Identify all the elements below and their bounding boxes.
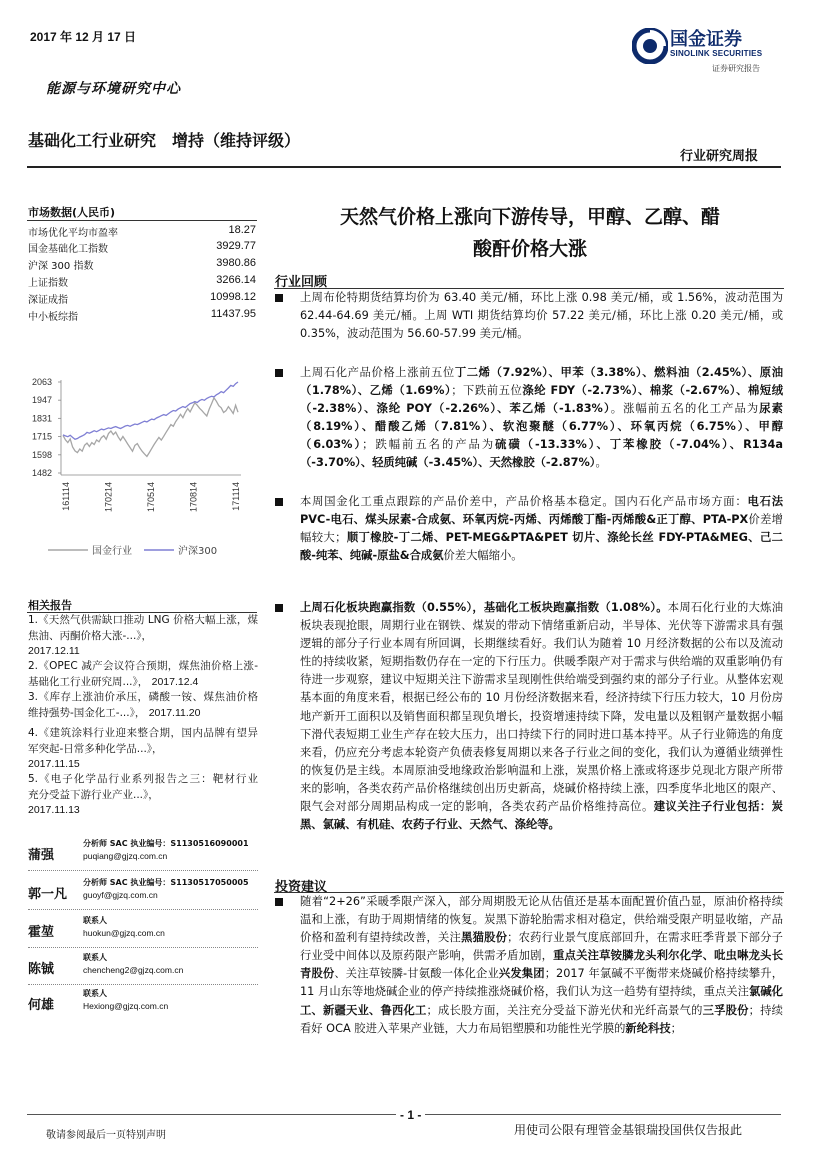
market-value: 11437.95 [210, 308, 256, 320]
market-row [28, 240, 256, 256]
market-label: 市场优化平均市盈率 [28, 228, 118, 239]
bullet-text: 上周布伦特期货结算均价为 63.40 美元/桶，环比上涨 0.98 美元/桶，或 1.56%，波动范围为 62.44-64.69 美元/桶。上周 WTI 期货结算均价 57.22 美元/桶，环比上涨 0.20 美元/桶，或 0.35%，波动范围为 56.60-57.99 美元/桶。 [300, 291, 783, 341]
review-bullet-prices [275, 364, 783, 494]
market-value: 18.27 [228, 224, 256, 236]
market-value: 3980.86 [216, 257, 256, 269]
related-reports-title: 相关报告 [28, 599, 72, 612]
text-run-bold: 氯碱化工、新疆天业、鲁西化工 [300, 985, 783, 1017]
market-label: 沪深 300 指数 [28, 261, 94, 272]
analyst-card [28, 988, 258, 1032]
y-tick-label: 1947 [31, 395, 52, 406]
related-report-date: 2017.11.13 [28, 804, 80, 816]
related-report-text: 3.《库存上涨油价承压，磷酸一铵、煤焦油价格维持强势-国金化工-...》， [28, 691, 258, 719]
market-row [28, 257, 256, 273]
bullet-marker-icon [275, 898, 283, 906]
text-run-bold: 丁二烯（7.92%）、甲苯（3.38%）、燃料油（2.45%）、原油（1.78%）、乙烯（1.69%） [300, 366, 783, 398]
review-bullet-spreads [275, 493, 783, 587]
related-report-date: 2017.11.15 [28, 758, 80, 770]
text-run-bold: 上周石化板块跑赢指数（0.55%），基础化工板块跑赢指数（1.08%）。 [300, 601, 668, 614]
analyst-role: 分析师 SAC 执业编号：S1130516090001 [83, 839, 249, 848]
analyst-email[interactable]: Hexiong@gjzq.com.cn [83, 1001, 169, 1011]
market-row [28, 274, 256, 290]
text-run: 。涨幅前五名的化工产品为 [610, 402, 760, 416]
market-data-divider [27, 220, 257, 221]
invest-bullet [275, 893, 783, 1109]
text-run: 本周国金化工重点跟踪的产品价差中，产品价格基本稳定。国内石化产品市场方面： [300, 495, 748, 508]
analyst-name: 何雄 [28, 998, 55, 1013]
related-report-item[interactable] [28, 690, 258, 721]
header-divider [27, 166, 781, 168]
x-tick-label: 161114 [61, 482, 71, 511]
index-line-chart [26, 370, 256, 575]
analyst-email[interactable]: chencheng2@gjzq.com.cn [83, 965, 184, 975]
text-run: 价差大幅缩小。 [443, 549, 523, 563]
related-report-text: 5.《电子化学品行业系列报告之三：靶材行业 充分受益下游行业产业...》， [28, 773, 279, 801]
text-run-bold: 三孚股份 [702, 1003, 749, 1017]
text-run-bold: 尿素（8.19%）、醋酸乙烯（7.81%）、软泡聚醚（6.77%）、环氧丙烷（6.75%）、甲醇（6.03%） [300, 402, 783, 452]
market-label: 上证指数 [28, 278, 68, 289]
text-run-bold: 顺丁橡胶-丁二烯、PET-MEG&PTA&PET 切片、涤纶长丝 FDY-PTA&MEG、己二酸-纯苯、纯碱-原盐&合成氨 [300, 531, 783, 563]
review-bullet-oil [275, 289, 783, 355]
analyst-role: 分析师 SAC 执业编号：S1130517050005 [83, 878, 249, 887]
analyst-name: 蒲强 [28, 848, 55, 863]
related-report-text: 4.《建筑涂料行业迎来整合期，国内品牌有望异军突起-日常多种化学品...》， [28, 727, 258, 755]
text-run-bold: 新纶科技 [625, 1021, 671, 1035]
analyst-name: 霍堃 [28, 925, 55, 940]
usage-notice: 用使司公限有理管金基银瑞投国供仅告报此 [514, 1123, 743, 1137]
x-tick-label: 170814 [188, 482, 199, 513]
text-run-bold: 建议关注子行业包括：炭黑、氯碱、有机硅、农药子行业、天然气、涤纶等。 [300, 800, 783, 832]
research-center-name: 能源与环境研究中心 [46, 81, 181, 97]
logo-english-name: SINOLINK SECURITIES [670, 49, 763, 58]
related-report-item[interactable] [28, 613, 258, 660]
text-run-bold: 涤纶 FDY（-2.73%）、棉浆（-2.67%）、棉短绒（-2.38%）、涤纶 POY（-2.26%）、苯乙烯（-1.83%） [300, 384, 783, 416]
report-type-label: 行业研究周报 [680, 149, 759, 164]
analyst-role: 联系人 [83, 989, 107, 998]
analyst-divider [28, 870, 258, 871]
market-value: 3929.77 [216, 240, 256, 252]
sinolink-logo-icon [632, 28, 668, 64]
market-row [28, 224, 256, 240]
industry-rating-title: 基础化工行业研究 增持（维持评级） [28, 131, 301, 150]
report-main-title [275, 201, 785, 265]
market-label: 深证成指 [28, 295, 68, 306]
bullet-marker-icon [275, 294, 283, 302]
text-run: ；农药行业景气度底部回升，在需求旺季背景下部分子行业受中间体以及原药限产影响，供需矛盾加剧， [300, 931, 783, 963]
text-run: 。 [595, 456, 607, 470]
related-report-text: 2.《OPEC 减产会议符合预期，煤焦油价格上涨-基础化工行业研究周...》， [28, 660, 258, 688]
related-report-date: 2017.11.20 [148, 706, 201, 719]
bullet-marker-icon [275, 604, 283, 612]
page-number: - 1 - [396, 1108, 425, 1122]
y-tick-label: 1831 [31, 413, 52, 424]
related-report-item[interactable] [28, 772, 279, 819]
legend-label: 国金行业 [92, 546, 132, 557]
market-data-title: 市场数据(人民币) [28, 206, 116, 219]
logo-company-name: 国金证券 [670, 29, 742, 50]
analyst-email[interactable]: puqiang@gjzq.com.cn [83, 851, 168, 861]
review-bullet-market [275, 599, 783, 869]
analyst-divider [28, 947, 258, 948]
analyst-divider [28, 909, 258, 910]
related-report-text: 1.《天然气供需缺口推动 LNG 价格大幅上涨，煤焦油、丙酮价格大涨-...》， [28, 614, 258, 642]
related-report-item[interactable] [28, 659, 258, 690]
bullet-text [300, 493, 783, 565]
text-run: ；跌幅前五名的产品为 [362, 438, 496, 452]
series-line [63, 382, 238, 439]
text-run: ；持续看好 OCA 胶进入苹果产业链，大力布局铝塑膜和功能性光学膜的 [300, 1003, 783, 1035]
text-run-bold: 重点关注草铵膦龙头利尔化学、吡虫啉龙头长青股份 [300, 949, 783, 981]
chart-series [63, 382, 238, 456]
market-row [28, 291, 256, 307]
section-title-invest: 投资建议 [275, 880, 328, 895]
logo-subtitle: 证券研究报告 [712, 64, 760, 73]
text-run: 上周石化产品价格上涨前五位 [300, 366, 455, 379]
bullet-text [300, 364, 783, 473]
market-value: 10998.12 [210, 291, 256, 303]
disclaimer-note: 敬请参阅最后一页特别声明 [46, 1130, 166, 1141]
y-tick-label: 2063 [31, 377, 52, 387]
series-line [63, 398, 238, 457]
text-run: ； [670, 1021, 682, 1035]
x-tick-label: 171114 [231, 482, 241, 511]
chart-legend [48, 544, 217, 557]
market-value: 3266.14 [216, 274, 256, 286]
bullet-text [300, 893, 783, 1038]
y-axis-ticks [32, 377, 61, 478]
analyst-divider [28, 984, 258, 985]
analyst-name: 陈铖 [28, 962, 55, 977]
main-title-line1: 天然气价格上涨向下游传导，甲醇、乙醇、醋 [339, 206, 720, 228]
analyst-card [28, 838, 258, 882]
analyst-role: 联系人 [83, 916, 107, 925]
y-tick-label: 1598 [31, 449, 52, 460]
related-report-date: 2017.12.11 [28, 645, 80, 657]
text-run: 本周石化行业的大炼油板块表现抢眼，周期行业在钢铁、煤炭的带动下情绪重新启动，半导体、光伏等下游需求具有强逻辑的部分子行业本周有所回调，长期继续看好。我们认为随着 10 月经济数据的公布以及流动性的持续收紧，短期指数仍存在一定的下行压力。供暖季限产对于需求与供给端的双重影响仍有待进一步观察，建议中短期关注下游需求呈现刚性供给端受到强约束的部分子行业。从整体宏观基本面的角度来看，根据已经公布的 10 月份经济数据来看，经济持续下行压力较大，10 月份房地产新开工面积以及销售面积都呈现负增长，投资增速持续下降，发电量以及粗钢产量数据小幅下滑代表短期工业生产存在较大压力，出口持续下行的同时进口基本持平。从子行业筛选的角度来看，仍应充分考虑本轮资产负债表修复周期以来各子行业之间的变化，我们认为遵循业绩弹性的恢复仍是主线。本周原油受地缘政治影响温和上涨，炭黑价格上涨或将逐步兑现北方限产所带来的影响，各类农药产品价格继续创出历史新高，烧碱价格持续上涨，四季度华北地区的限产、限气会对部分周期品构成一定的影响，各类农药产品价格维持高位。 [300, 601, 783, 814]
section-title-review: 行业回顾 [275, 275, 328, 290]
x-tick-label: 170214 [103, 482, 114, 513]
text-run-bold: 黑猫股份 [461, 931, 508, 945]
analyst-name: 郭一凡 [28, 887, 68, 902]
text-run: 随着“2+26”采暖季限产深入，部分周期股无论从估值还是基本面配置价值凸显，原油价格持续温和上涨，有助于周期情绪的恢复。炭黑下游轮胎需求相对稳定，供给端受限产明显收缩，产品价格和盈利有望持续改善，关注 [300, 895, 783, 945]
related-report-date: 2017.12.4 [151, 675, 199, 688]
market-row [28, 308, 256, 324]
analyst-email[interactable]: guoyf@gjzq.com.cn [83, 890, 158, 900]
x-axis-ticks [61, 482, 241, 512]
text-run-bold: 电石法 PVC-电石、煤头尿素-合成氨、环氧丙烷-丙烯、丙烯酸丁酯-丙烯酸&正丁醇、PTA-PX [300, 495, 783, 527]
text-run: ；成长股方面，关注充分受益下游光伏和光纤高景气的 [426, 1003, 703, 1017]
y-tick-label: 1715 [31, 431, 52, 442]
market-label: 中小板综指 [28, 312, 78, 323]
text-run: ；2017 年氯碱不平衡带来烧碱价格持续攀升，11 月山东等地烧碱企业的停产持续推涨烧碱价格，我们认为这一趋势有望持续，重点关注 [300, 967, 783, 999]
main-title-line2: 酸酐价格大涨 [472, 238, 587, 260]
related-report-item[interactable] [28, 726, 258, 773]
bullet-text [300, 599, 783, 834]
analyst-role: 联系人 [83, 953, 107, 962]
analyst-email[interactable]: huokun@gjzq.com.cn [83, 928, 165, 938]
report-date: 2017 年 12 月 17 日 [30, 30, 137, 44]
bullet-marker-icon [275, 498, 283, 506]
x-tick-label: 170514 [146, 482, 156, 513]
bullet-marker-icon [275, 369, 283, 377]
text-run: 、关注草铵膦-甘氨酸一体化企业 [334, 967, 499, 981]
text-run-bold: 硫磺（-13.33%）、丁苯橡胶（-7.04%）、R134a（-3.70%）、轻质纯碱（-3.45%）、天然橡胶（-2.87%） [300, 438, 783, 470]
text-run: 价差增幅较大； [300, 513, 783, 545]
text-run-bold: 兴发集团 [498, 967, 545, 981]
text-run: ；下跌前五位 [451, 384, 523, 398]
legend-label: 沪深300 [178, 546, 218, 557]
y-tick-label: 1482 [31, 468, 52, 478]
market-label: 国金基础化工指数 [28, 244, 108, 255]
